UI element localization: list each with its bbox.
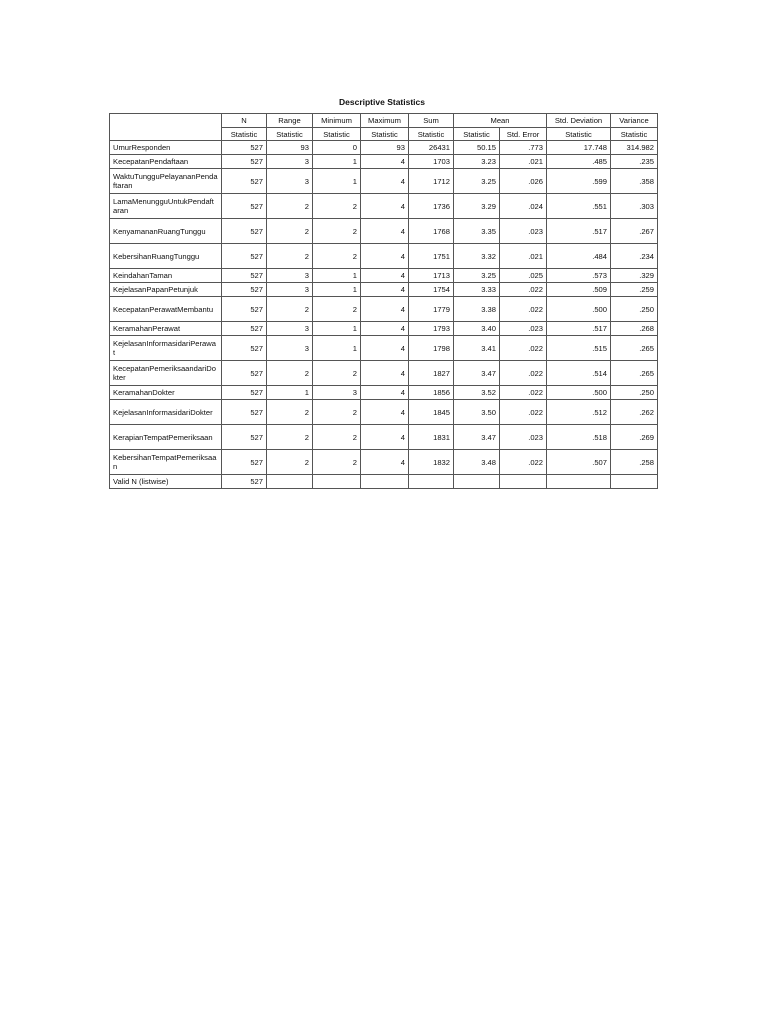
row-label: KejelasanPapanPetunjuk bbox=[110, 283, 222, 297]
row-value: 527 bbox=[222, 244, 267, 269]
row-value: .573 bbox=[547, 269, 611, 283]
row-value: 3.41 bbox=[454, 336, 500, 361]
table-row bbox=[110, 425, 658, 450]
row-value: 2 bbox=[267, 297, 313, 322]
row-value: 2 bbox=[267, 219, 313, 244]
row-value: .265 bbox=[611, 361, 658, 386]
table-row bbox=[110, 219, 658, 244]
table-row bbox=[110, 336, 658, 361]
row-label: KenyamananRuangTunggu bbox=[110, 219, 222, 244]
row-value: .518 bbox=[547, 425, 611, 450]
row-value: 527 bbox=[222, 283, 267, 297]
row-value: 1832 bbox=[409, 450, 454, 475]
row-value: 3.23 bbox=[454, 155, 500, 169]
row-value: 1 bbox=[313, 155, 361, 169]
row-value: .258 bbox=[611, 450, 658, 475]
header-corner bbox=[110, 114, 222, 141]
row-value: .517 bbox=[547, 322, 611, 336]
row-value: 1768 bbox=[409, 219, 454, 244]
row-value: .024 bbox=[500, 194, 547, 219]
row-value: 0 bbox=[313, 141, 361, 155]
col-header-variance: Variance bbox=[611, 114, 658, 128]
row-label: LamaMenungguUntukPendaftaran bbox=[110, 194, 222, 219]
row-value: 1845 bbox=[409, 400, 454, 425]
row-value: 3.25 bbox=[454, 169, 500, 194]
row-value: .022 bbox=[500, 400, 547, 425]
row-label: UmurResponden bbox=[110, 141, 222, 155]
row-value: 4 bbox=[361, 336, 409, 361]
row-value: 2 bbox=[267, 194, 313, 219]
row-value: 2 bbox=[267, 244, 313, 269]
empty-cell bbox=[409, 475, 454, 489]
row-value: 4 bbox=[361, 386, 409, 400]
empty-cell bbox=[361, 475, 409, 489]
row-value: 1831 bbox=[409, 425, 454, 450]
sub-header: Statistic bbox=[267, 128, 313, 141]
row-value: 3 bbox=[267, 155, 313, 169]
table-row bbox=[110, 361, 658, 386]
table-row bbox=[110, 450, 658, 475]
row-value: .517 bbox=[547, 219, 611, 244]
table-row bbox=[110, 141, 658, 155]
row-value: 2 bbox=[267, 361, 313, 386]
row-value: 2 bbox=[313, 425, 361, 450]
sub-header: Std. Error bbox=[500, 128, 547, 141]
row-label: KerapianTempatPemeriksaan bbox=[110, 425, 222, 450]
row-value: .267 bbox=[611, 219, 658, 244]
sub-header: Statistic bbox=[454, 128, 500, 141]
row-value: 3.48 bbox=[454, 450, 500, 475]
row-value: 1736 bbox=[409, 194, 454, 219]
row-value: .515 bbox=[547, 336, 611, 361]
row-value: .514 bbox=[547, 361, 611, 386]
row-value: 527 bbox=[222, 141, 267, 155]
row-value: 4 bbox=[361, 155, 409, 169]
row-value: .507 bbox=[547, 450, 611, 475]
row-value: 1 bbox=[313, 283, 361, 297]
empty-cell bbox=[611, 475, 658, 489]
empty-cell bbox=[454, 475, 500, 489]
row-value: 2 bbox=[313, 219, 361, 244]
descriptive-statistics-table bbox=[109, 113, 658, 489]
row-value: .025 bbox=[500, 269, 547, 283]
row-value: 4 bbox=[361, 450, 409, 475]
col-header-std-deviation: Std. Deviation bbox=[547, 114, 611, 128]
sub-header: Statistic bbox=[409, 128, 454, 141]
row-value: 3 bbox=[313, 386, 361, 400]
valid-n-row bbox=[110, 475, 658, 489]
table-row bbox=[110, 400, 658, 425]
row-label: WaktuTungguPelayananPendaftaran bbox=[110, 169, 222, 194]
sub-header: Statistic bbox=[222, 128, 267, 141]
row-value: 1779 bbox=[409, 297, 454, 322]
row-value: 4 bbox=[361, 219, 409, 244]
row-value: .269 bbox=[611, 425, 658, 450]
row-value: 1 bbox=[313, 169, 361, 194]
row-label: KejelasanInformasidariDokter bbox=[110, 400, 222, 425]
row-value: .485 bbox=[547, 155, 611, 169]
row-value: 3 bbox=[267, 169, 313, 194]
row-value: 3.38 bbox=[454, 297, 500, 322]
row-value: 527 bbox=[222, 450, 267, 475]
row-value: 2 bbox=[267, 425, 313, 450]
row-value: .500 bbox=[547, 297, 611, 322]
row-value: 4 bbox=[361, 244, 409, 269]
row-value: 1 bbox=[313, 336, 361, 361]
row-value: .250 bbox=[611, 386, 658, 400]
row-value: 1827 bbox=[409, 361, 454, 386]
row-value: .773 bbox=[500, 141, 547, 155]
row-label: KebersihanTempatPemeriksaan bbox=[110, 450, 222, 475]
row-value: 4 bbox=[361, 283, 409, 297]
row-value: .021 bbox=[500, 155, 547, 169]
table-row bbox=[110, 155, 658, 169]
row-value: .022 bbox=[500, 283, 547, 297]
row-value: .022 bbox=[500, 336, 547, 361]
sub-header: Statistic bbox=[611, 128, 658, 141]
row-value: 3.33 bbox=[454, 283, 500, 297]
row-label: KecepatanPemeriksaandariDokter bbox=[110, 361, 222, 386]
row-label: KebersihanRuangTunggu bbox=[110, 244, 222, 269]
row-value: .265 bbox=[611, 336, 658, 361]
sub-header: Statistic bbox=[547, 128, 611, 141]
row-value: 3 bbox=[267, 336, 313, 361]
valid-n-value: 527 bbox=[222, 475, 267, 489]
row-value: .551 bbox=[547, 194, 611, 219]
empty-cell bbox=[500, 475, 547, 489]
row-value: .500 bbox=[547, 386, 611, 400]
table-row bbox=[110, 244, 658, 269]
row-value: .023 bbox=[500, 322, 547, 336]
row-value: .358 bbox=[611, 169, 658, 194]
empty-cell bbox=[267, 475, 313, 489]
row-value: 3.29 bbox=[454, 194, 500, 219]
row-value: 527 bbox=[222, 194, 267, 219]
row-value: .023 bbox=[500, 425, 547, 450]
row-value: 3.32 bbox=[454, 244, 500, 269]
row-value: .262 bbox=[611, 400, 658, 425]
row-value: 1856 bbox=[409, 386, 454, 400]
row-value: 2 bbox=[313, 361, 361, 386]
row-value: .484 bbox=[547, 244, 611, 269]
table-body bbox=[110, 141, 658, 489]
table-row bbox=[110, 386, 658, 400]
row-value: .022 bbox=[500, 361, 547, 386]
row-value: 2 bbox=[313, 297, 361, 322]
row-value: 1 bbox=[313, 322, 361, 336]
row-value: 527 bbox=[222, 425, 267, 450]
col-header-mean: Mean bbox=[454, 114, 547, 128]
row-value: .234 bbox=[611, 244, 658, 269]
row-value: 3.35 bbox=[454, 219, 500, 244]
row-label: KecepatanPendaftaan bbox=[110, 155, 222, 169]
row-value: 93 bbox=[267, 141, 313, 155]
table-row bbox=[110, 297, 658, 322]
table-title: Descriptive Statistics bbox=[339, 97, 425, 107]
sub-header: Statistic bbox=[313, 128, 361, 141]
row-value: 4 bbox=[361, 194, 409, 219]
col-header-maximum: Maximum bbox=[361, 114, 409, 128]
row-value: 527 bbox=[222, 336, 267, 361]
row-value: 527 bbox=[222, 400, 267, 425]
row-value: 4 bbox=[361, 425, 409, 450]
row-value: .022 bbox=[500, 450, 547, 475]
row-value: 1751 bbox=[409, 244, 454, 269]
row-value: 4 bbox=[361, 169, 409, 194]
row-value: 3.50 bbox=[454, 400, 500, 425]
row-value: .022 bbox=[500, 297, 547, 322]
valid-n-label: Valid N (listwise) bbox=[110, 475, 222, 489]
row-value: 527 bbox=[222, 155, 267, 169]
row-label: KeindahanTaman bbox=[110, 269, 222, 283]
row-value: 3.47 bbox=[454, 425, 500, 450]
row-value: 1793 bbox=[409, 322, 454, 336]
col-header-sum: Sum bbox=[409, 114, 454, 128]
sub-header: Statistic bbox=[361, 128, 409, 141]
row-value: 3.25 bbox=[454, 269, 500, 283]
row-value: 4 bbox=[361, 361, 409, 386]
row-value: .021 bbox=[500, 244, 547, 269]
row-value: 527 bbox=[222, 386, 267, 400]
col-header-range: Range bbox=[267, 114, 313, 128]
row-label: KeramahanDokter bbox=[110, 386, 222, 400]
empty-cell bbox=[313, 475, 361, 489]
row-value: 1 bbox=[267, 386, 313, 400]
row-value: 2 bbox=[267, 450, 313, 475]
row-value: 527 bbox=[222, 269, 267, 283]
row-value: .268 bbox=[611, 322, 658, 336]
row-value: 3.52 bbox=[454, 386, 500, 400]
row-value: .509 bbox=[547, 283, 611, 297]
row-value: .023 bbox=[500, 219, 547, 244]
col-header-minimum: Minimum bbox=[313, 114, 361, 128]
row-value: 1713 bbox=[409, 269, 454, 283]
row-value: 1703 bbox=[409, 155, 454, 169]
row-label: KeramahanPerawat bbox=[110, 322, 222, 336]
row-value: 2 bbox=[313, 244, 361, 269]
row-value: 17.748 bbox=[547, 141, 611, 155]
row-value: 26431 bbox=[409, 141, 454, 155]
row-value: 1 bbox=[313, 269, 361, 283]
row-value: .026 bbox=[500, 169, 547, 194]
row-value: 3.47 bbox=[454, 361, 500, 386]
row-value: 2 bbox=[267, 400, 313, 425]
row-label: KecepatanPerawatMembantu bbox=[110, 297, 222, 322]
row-value: .235 bbox=[611, 155, 658, 169]
row-value: 527 bbox=[222, 361, 267, 386]
row-value: 4 bbox=[361, 269, 409, 283]
table-row bbox=[110, 283, 658, 297]
row-value: .259 bbox=[611, 283, 658, 297]
row-value: 314.982 bbox=[611, 141, 658, 155]
table-row bbox=[110, 194, 658, 219]
table-row bbox=[110, 269, 658, 283]
row-value: 527 bbox=[222, 219, 267, 244]
row-value: 1712 bbox=[409, 169, 454, 194]
row-value: .303 bbox=[611, 194, 658, 219]
row-label: KejelasanInformasidariPerawat bbox=[110, 336, 222, 361]
row-value: 527 bbox=[222, 297, 267, 322]
row-value: 3 bbox=[267, 283, 313, 297]
empty-cell bbox=[547, 475, 611, 489]
row-value: .329 bbox=[611, 269, 658, 283]
row-value: 527 bbox=[222, 169, 267, 194]
row-value: .599 bbox=[547, 169, 611, 194]
row-value: 1754 bbox=[409, 283, 454, 297]
row-value: 2 bbox=[313, 450, 361, 475]
row-value: 3 bbox=[267, 322, 313, 336]
header-row-groups bbox=[110, 114, 658, 128]
row-value: 4 bbox=[361, 322, 409, 336]
table-row bbox=[110, 169, 658, 194]
row-value: 2 bbox=[313, 400, 361, 425]
row-value: 3.40 bbox=[454, 322, 500, 336]
row-value: 4 bbox=[361, 400, 409, 425]
row-value: 1798 bbox=[409, 336, 454, 361]
row-value: 50.15 bbox=[454, 141, 500, 155]
row-value: .022 bbox=[500, 386, 547, 400]
row-value: 3 bbox=[267, 269, 313, 283]
row-value: .250 bbox=[611, 297, 658, 322]
row-value: 93 bbox=[361, 141, 409, 155]
col-header-n: N bbox=[222, 114, 267, 128]
row-value: 4 bbox=[361, 297, 409, 322]
table-row bbox=[110, 322, 658, 336]
row-value: 2 bbox=[313, 194, 361, 219]
row-value: 527 bbox=[222, 322, 267, 336]
row-value: .512 bbox=[547, 400, 611, 425]
